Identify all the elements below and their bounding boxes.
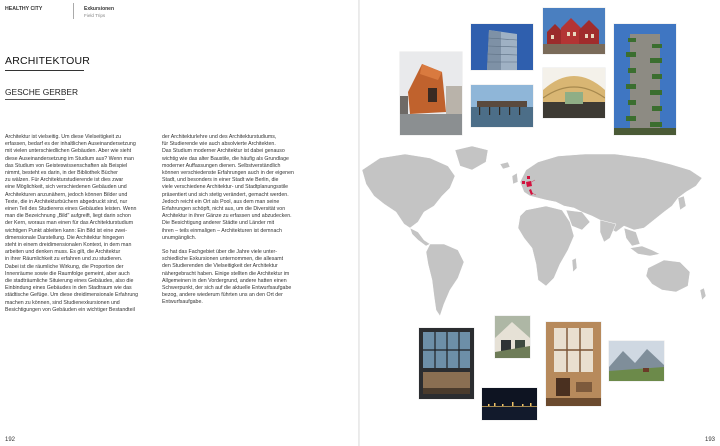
text-line: bezog, andere wiederum führten uns an den Ort der: [162, 292, 283, 299]
map-iceland: [500, 162, 510, 169]
photo-red-houses: [543, 8, 605, 54]
text-line: städtische Gefüge. Um diese dreidimensionale Erfahrung: [5, 292, 139, 299]
text-line: nimmt, besteht es darin, in der Bibliothek Bücher: [5, 170, 118, 177]
text-line: erfassen, bedarf es der inhaltlichen Auseinandersetzung: [5, 141, 136, 148]
text-line: Architektur ist vielseitig. Um diese Vielseitigkeit zu: [5, 134, 122, 140]
text-line: zu wälzen. Für Architekturstudierende ist dies zwar: [5, 177, 124, 184]
author-underline: [5, 99, 65, 100]
map-southeast-asia: [624, 228, 640, 246]
photo-warm-interior: [546, 322, 601, 406]
article-title: ARCHITEKTOUR: [5, 55, 91, 67]
text-line: arbeiten und denken muss. Es gilt, die Architektur: [5, 249, 121, 256]
text-line: der Kern, woraus man einen für das Architekturstudium: [5, 220, 134, 227]
photo-orange-house: [400, 52, 462, 135]
text-line: wichtigen Punkt ableiten kann: Ein Bild ist eine zwei-: [5, 227, 127, 234]
text-line: mit vielen unterschiedlichen Gebäuden. Aber wie sieht: [5, 148, 132, 155]
text-line: das Studium von Geisteswissenschaften als Beispiel: [5, 162, 128, 169]
text-line: dimensionale Darstellung. Die Architektur hingegen: [5, 234, 125, 241]
text-line: Jedoch reicht ein Ort als Pool, aus dem man seine: [162, 198, 280, 205]
text-line: Besichtigungen von Gebäuden ein wichtiger Bestandteil: [5, 306, 135, 313]
photo-green-tower: [614, 24, 676, 135]
map-indonesia: [630, 246, 660, 256]
text-line: Dabei ist die räumliche Wirkung, die Proportion der: [5, 263, 124, 270]
map-highlight-denmark: [527, 176, 530, 179]
text-line: Schwerpunkt, der sich auf die aktuelle Entwurfsaufgabe: [162, 285, 292, 292]
map-uk: [512, 173, 518, 184]
world-map: [360, 140, 710, 325]
map-south-america: [426, 244, 464, 316]
photo-glass-interior: [419, 328, 474, 399]
text-line: nähergebracht haben. Einige stellten die Architektur im: [162, 270, 290, 277]
text-line: in ihrer Räumlichkeit zu erfahren und zu studieren.: [5, 256, 123, 263]
photo-night-waterfront: [482, 388, 537, 420]
text-line: Texte, die in Architekturbüchern abgedruckt sind, nur: [5, 198, 128, 205]
paragraph: [162, 134, 314, 242]
text-line: Architektur in ihrer Gänze zu erfassen und abzudecken.: [162, 213, 292, 220]
paragraph: [5, 134, 157, 314]
map-greenland: [455, 146, 488, 170]
photo-gabled-house: [495, 316, 530, 358]
text-line: die stadträumliche Situierung eines Gebäudes, also die: [5, 278, 134, 285]
text-line: wichtig wie das alter Baustile, die häufig als Grundlage: [162, 155, 289, 162]
text-line: einen Teil des Studierens eines Gebäudes leisten. Wenn: [5, 206, 137, 213]
text-line: So hat das Fachgebiet über die Jahre viele unter-: [162, 249, 277, 256]
map-central-america: [410, 228, 430, 246]
map-highlight-germany: [526, 181, 532, 187]
text-line: Die Besichtigung anderer Städte und Länder mit: [162, 220, 275, 227]
text-line: Das Studium moderner Architektur ist dabei genauso: [162, 148, 285, 155]
photo-curved-roof: [543, 68, 605, 118]
text-line: man die Bezeichnung „Bild" aufgreift, liegt darin schon: [5, 213, 131, 220]
page-number-left: 192: [5, 437, 16, 443]
text-line: Stadt, und besonders in einer Stadt wie Berlin, die: [162, 177, 279, 184]
photo-mountain: [609, 341, 664, 381]
text-line: können verschiedenste Erfahrungen auch in der eigenen: [162, 170, 294, 177]
text-line: Erfahrungen schöpft, nicht aus, um die Diversität von: [162, 206, 286, 213]
running-header: HEALTHY CITY: [5, 6, 43, 12]
text-line: schiedliche Exkursionen unternommen, die allesamt: [162, 256, 284, 263]
text-line: eine Möglichkeit, sich verschiedenen Gebäuden und: [5, 184, 127, 191]
text-line: Einbindung eines Gebäudes in den Stadtraum wie das: [5, 285, 132, 292]
section-label: Exkursionen: [84, 6, 115, 12]
header-divider: [73, 3, 74, 19]
subsection-label: Field Trips: [84, 13, 106, 18]
text-line: moderner Auffassungen dienen. Selbstverständlich: [162, 162, 281, 169]
map-africa: [518, 206, 574, 286]
text-line: ihren – teils einmaligen – Architekturen ist demnach: [162, 227, 282, 234]
text-line: Allgemeinen in den Vordergrund, andere hatten einen: [162, 277, 287, 284]
photo-glass-tower: [471, 24, 533, 70]
text-line: Entwurfsaufgabe.: [162, 299, 203, 306]
map-madagascar: [572, 258, 577, 272]
map-new-zealand: [700, 288, 706, 300]
text-line: präsentiert und sich stetig verändert, gemacht werden.: [162, 191, 289, 198]
photo-waterfront: [471, 85, 533, 127]
text-line: Architekturen anzunähern, jedoch können Bilder und: [5, 191, 128, 198]
article-author: GESCHE GERBER: [5, 87, 79, 97]
text-line: machen zu können, sind Studienexkursionen und: [5, 299, 120, 306]
text-line: der Architekturlehre und des Architekturstudiums,: [162, 134, 277, 140]
text-line: diese Auseinandersetzung im Studium aus? Wenn man: [5, 155, 134, 162]
body-column-1: [5, 134, 157, 314]
title-underline: [5, 70, 84, 71]
page-number-right: 193: [704, 437, 715, 443]
text-line: steht in einem dreidimensionalen Kontext, in dem man: [5, 242, 132, 249]
body-column-2: [162, 134, 314, 307]
map-highlight-netherlands: [522, 181, 525, 184]
map-japan: [678, 196, 686, 210]
text-line: Innenräume sowie die Raumfolge gemeint, aber auch: [5, 270, 130, 277]
paragraph: [162, 249, 314, 307]
text-line: für Studierende wie auch absolvierte Architekten.: [162, 141, 276, 148]
text-line: viele verschiedene Architektur- und Stadtplanungsstile: [162, 184, 289, 191]
text-line: den Studierenden die Vielseitigkeit der Architektur: [162, 263, 278, 270]
map-north-america: [362, 154, 455, 228]
map-australia: [646, 260, 690, 292]
text-line: unumgänglich.: [162, 234, 197, 241]
